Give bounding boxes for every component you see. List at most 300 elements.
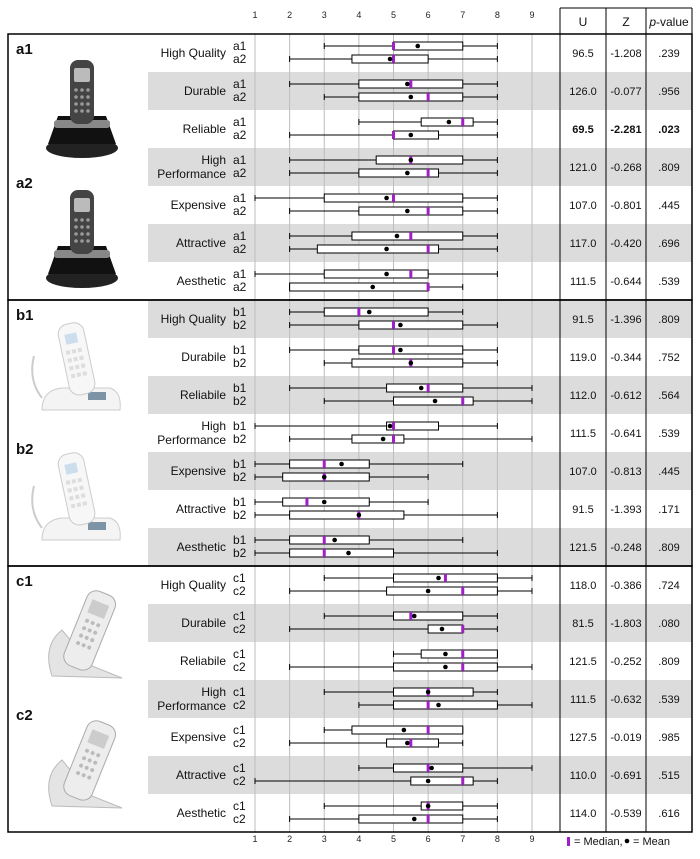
u-value: 107.0 (569, 466, 597, 478)
p-value: .023 (658, 124, 680, 136)
x-tick-label-bottom: 3 (321, 834, 327, 844)
phone-key-shape (74, 225, 78, 229)
u-value: 110.0 (569, 770, 597, 782)
phone-key-shape (79, 485, 84, 490)
z-value: -0.248 (610, 542, 642, 554)
median-mark (409, 232, 412, 240)
phone-key-shape (75, 495, 80, 500)
phone-photo-icon (32, 321, 120, 410)
phone-key-shape (77, 502, 82, 507)
mean-dot (412, 817, 417, 822)
median-mark (461, 587, 464, 595)
phone-key-shape (74, 102, 78, 106)
u-value: 121.0 (569, 162, 597, 174)
legend-mean-dot (625, 839, 630, 844)
iqr-box (359, 321, 463, 329)
attribute-label: Durabile (181, 616, 226, 630)
u-value: 114.0 (569, 808, 597, 820)
attribute-label: Durabile (181, 350, 226, 364)
phone-key-shape (82, 501, 87, 506)
mean-dot (443, 665, 448, 670)
iqr-box (359, 815, 463, 823)
phone-key-shape (67, 358, 72, 363)
median-mark (409, 612, 412, 620)
z-value: -0.539 (610, 808, 642, 820)
x-tick-label-top: 4 (356, 10, 362, 20)
iqr-box (394, 701, 498, 709)
item-code-label: b2 (233, 508, 247, 522)
median-mark (392, 55, 395, 63)
phone-key-shape (74, 232, 78, 236)
item-code-label: a2 (233, 166, 247, 180)
phone-key-shape (81, 363, 86, 368)
mean-dot (443, 652, 448, 657)
x-tick-label-bottom: 4 (356, 834, 362, 844)
attribute-label: Reliabile (179, 654, 226, 668)
item-code-label: b2 (233, 432, 247, 446)
phone-key-shape (86, 239, 90, 243)
item-code-label: a1 (233, 229, 247, 243)
x-tick-label-top: 1 (252, 10, 258, 20)
item-code-label: a2 (233, 242, 247, 256)
iqr-box (290, 460, 370, 468)
table-row (183, 115, 680, 142)
p-value: .696 (658, 238, 680, 250)
item-code-label: a1 (233, 77, 247, 91)
mean-dot (426, 690, 431, 695)
z-value: -0.813 (610, 466, 642, 478)
item-code-label: b2 (233, 470, 247, 484)
phone-key-shape (74, 109, 78, 113)
phone-key-shape (72, 349, 77, 354)
item-code-label: a2 (233, 204, 247, 218)
mean-dot (398, 348, 403, 353)
mean-dot (332, 538, 337, 543)
item-code-label: b1 (233, 533, 247, 547)
u-value: 126.0 (569, 86, 597, 98)
phone-key-shape (80, 225, 84, 229)
phone-cord-shape (32, 486, 42, 528)
phone-light-shape (88, 522, 106, 530)
median-mark (461, 777, 464, 785)
iqr-box (317, 245, 438, 253)
iqr-box (387, 384, 463, 392)
median-mark (461, 650, 464, 658)
phone-key-shape (86, 232, 90, 236)
x-tick-label-bottom: 8 (494, 834, 500, 844)
iqr-box (359, 169, 439, 177)
item-code-label: c1 (233, 761, 246, 775)
median-mark (392, 346, 395, 354)
median-mark (357, 308, 360, 316)
item-code-label: c1 (233, 571, 246, 585)
median-mark (323, 549, 326, 557)
median-mark (427, 207, 430, 215)
item-code-label: a1 (233, 115, 247, 129)
median-mark (427, 245, 430, 253)
iqr-box (394, 612, 463, 620)
table-row (161, 39, 680, 66)
attribute-label: Aesthetic (176, 540, 226, 554)
p-value: .956 (658, 86, 680, 98)
x-tick-label-top: 6 (425, 10, 431, 20)
iqr-box (290, 536, 370, 544)
attribute-label: Aesthetic (176, 274, 226, 288)
u-value: 107.0 (569, 200, 597, 212)
p-value: .985 (658, 732, 680, 744)
group-label: c2 (16, 707, 33, 724)
mean-dot (339, 462, 344, 467)
item-code-label: a2 (233, 280, 247, 294)
mean-dot (415, 44, 420, 49)
phone-photo-icon (32, 451, 120, 540)
phone-screen-shape (74, 68, 90, 82)
p-value: .809 (658, 542, 680, 554)
mean-dot (384, 196, 389, 201)
header-z: Z (622, 15, 630, 29)
u-value: 117.0 (569, 238, 597, 250)
mean-dot (412, 614, 417, 619)
attribute-label: High Quality (160, 46, 226, 60)
median-mark (392, 42, 395, 50)
mean-dot (409, 361, 414, 366)
header-p-italic: p (649, 15, 656, 29)
mean-dot (402, 728, 407, 733)
group-label: b2 (16, 441, 34, 458)
z-value: -1.803 (610, 618, 642, 630)
iqr-box (428, 625, 463, 633)
legend-median-mark (567, 837, 570, 846)
median-mark (392, 194, 395, 202)
iqr-box (394, 688, 474, 696)
median-mark (392, 321, 395, 329)
product-photos (16, 41, 122, 808)
z-value: -0.077 (610, 86, 642, 98)
item-code-label: b2 (233, 318, 247, 332)
item-code-label: a1 (233, 153, 247, 167)
median-mark (461, 118, 464, 126)
phone-key-shape (80, 95, 84, 99)
attribute-label: Expensive (170, 730, 226, 744)
attribute-label: Durable (183, 84, 226, 98)
x-tick-label-bottom: 2 (287, 834, 293, 844)
attribute-label: Attractive (175, 768, 226, 782)
phone-key-shape (86, 109, 90, 113)
phone-key-shape (80, 109, 84, 113)
item-code-label: c2 (233, 774, 246, 788)
z-value: -1.393 (610, 504, 642, 516)
item-code-label: c2 (233, 812, 246, 826)
z-value: -0.632 (610, 694, 642, 706)
z-value: -0.252 (610, 656, 642, 668)
u-value: 121.5 (569, 542, 597, 554)
iqr-box (324, 308, 428, 316)
x-tick-label-top: 3 (321, 10, 327, 20)
mean-dot (405, 82, 410, 87)
group-label: a1 (16, 41, 33, 58)
group-label: a2 (16, 175, 33, 192)
phone-key-shape (86, 102, 90, 106)
mean-dot (409, 133, 414, 138)
median-mark (427, 726, 430, 734)
legend-median-label: = Median, (574, 836, 623, 848)
mean-dot (388, 57, 393, 62)
item-code-label: b2 (233, 356, 247, 370)
median-mark (305, 498, 308, 506)
table-row (171, 723, 680, 750)
phone-key-shape (71, 374, 76, 379)
iqr-box (290, 283, 429, 291)
z-value: -0.644 (610, 276, 642, 288)
iqr-box (387, 739, 439, 747)
iqr-box (290, 549, 394, 557)
p-value: .445 (658, 200, 680, 212)
z-value: -1.208 (610, 48, 642, 60)
item-code-label: a2 (233, 90, 247, 104)
median-mark (427, 93, 430, 101)
phone-key-shape (73, 487, 78, 492)
iqr-box (324, 270, 428, 278)
attribute-label: Attractive (175, 502, 226, 516)
p-value: .809 (658, 656, 680, 668)
legend (567, 836, 670, 848)
u-value: 96.5 (572, 48, 594, 60)
phone-key-shape (66, 480, 71, 485)
phone-photo-icon (46, 190, 118, 288)
z-value: -0.691 (610, 770, 642, 782)
phone-key-shape (74, 239, 78, 243)
attribute-label: Performance (157, 167, 226, 181)
phone-key-shape (79, 355, 84, 360)
p-value: .616 (658, 808, 680, 820)
attribute-label: Performance (157, 699, 226, 713)
u-value: 119.0 (569, 352, 597, 364)
mean-dot (398, 323, 403, 328)
median-mark (444, 574, 447, 582)
attribute-label: Reliabile (179, 388, 226, 402)
p-value: .171 (658, 504, 680, 516)
u-value: 91.5 (572, 314, 594, 326)
x-tick-label-bottom: 1 (252, 834, 258, 844)
p-value: .239 (658, 48, 680, 60)
item-code-label: c1 (233, 723, 246, 737)
median-mark (461, 397, 464, 405)
phone-key-shape (80, 88, 84, 92)
iqr-box (352, 435, 404, 443)
mean-dot (384, 247, 389, 252)
phone-key-shape (80, 232, 84, 236)
iqr-box (359, 207, 463, 215)
median-mark (427, 701, 430, 709)
phone-key-shape (74, 218, 78, 222)
median-mark (461, 625, 464, 633)
u-value: 127.5 (569, 732, 597, 744)
phone-key-shape (77, 348, 82, 353)
mean-dot (405, 209, 410, 214)
item-code-label: c2 (233, 698, 246, 712)
z-value: -0.612 (610, 390, 642, 402)
phone-key-shape (77, 372, 82, 377)
phone-photo-icon (49, 588, 122, 678)
mean-dot (426, 804, 431, 809)
mean-dot (436, 576, 441, 581)
phone-photo-icon (49, 718, 122, 808)
item-code-label: a1 (233, 39, 247, 53)
phone-key-shape (86, 88, 90, 92)
p-value: .539 (658, 694, 680, 706)
iqr-box (290, 511, 404, 519)
x-tick-label-top: 8 (494, 10, 500, 20)
attribute-label: Aesthetic (176, 806, 226, 820)
mean-dot (388, 424, 393, 429)
mean-dot (426, 589, 431, 594)
mean-dot (409, 158, 414, 163)
mean-dot (447, 120, 452, 125)
attribute-label: High (201, 419, 226, 433)
iqr-box (352, 232, 463, 240)
item-code-label: c2 (233, 622, 246, 636)
mean-dot (381, 437, 386, 442)
item-code-label: a1 (233, 267, 247, 281)
phone-key-shape (82, 371, 87, 376)
p-value: .515 (658, 770, 680, 782)
attribute-label: Attractive (175, 236, 226, 250)
mean-dot (346, 551, 351, 556)
iqr-box (359, 346, 463, 354)
mean-dot (370, 285, 375, 290)
legend-mean-label: = Mean (633, 836, 670, 848)
z-value: -0.641 (610, 428, 642, 440)
mean-dot (440, 627, 445, 632)
mean-dot (436, 703, 441, 708)
x-tick-label-bottom: 9 (529, 834, 535, 844)
z-value: -2.281 (610, 124, 642, 136)
table-row (157, 419, 679, 447)
iqr-box (394, 42, 463, 50)
item-code-label: c2 (233, 584, 246, 598)
mean-dot (367, 310, 372, 315)
p-value: .445 (658, 466, 680, 478)
phone-key-shape (74, 88, 78, 92)
mean-dot (429, 766, 434, 771)
item-code-label: b1 (233, 457, 247, 471)
item-code-label: b1 (233, 305, 247, 319)
phone-key-shape (71, 504, 76, 509)
phone-photo-icon (46, 60, 118, 158)
p-value: .539 (658, 428, 680, 440)
iqr-box (376, 156, 463, 164)
iqr-box (421, 650, 497, 658)
item-code-label: c1 (233, 647, 246, 661)
median-mark (427, 169, 430, 177)
phone-key-shape (73, 357, 78, 362)
item-code-label: a2 (233, 52, 247, 66)
median-mark (427, 384, 430, 392)
median-mark (392, 422, 395, 430)
p-value: .752 (658, 352, 680, 364)
iqr-box (387, 587, 498, 595)
z-value: -0.019 (610, 732, 642, 744)
table-row (171, 191, 680, 218)
item-code-label: c1 (233, 685, 246, 699)
median-mark (409, 80, 412, 88)
mean-dot (357, 513, 362, 518)
median-mark (461, 663, 464, 671)
item-code-label: b1 (233, 495, 247, 509)
mean-dot (426, 779, 431, 784)
item-code-label: c2 (233, 736, 246, 750)
u-value: 111.5 (570, 694, 596, 706)
phone-key-shape (67, 488, 72, 493)
phone-key-shape (80, 102, 84, 106)
phone-cord-shape (32, 356, 42, 398)
x-tick-label-bottom: 5 (390, 834, 397, 844)
phone-key-shape (86, 225, 90, 229)
header-u: U (578, 15, 588, 29)
attribute-label: High (201, 153, 226, 167)
iqr-box (394, 131, 439, 139)
median-mark (392, 435, 395, 443)
item-code-label: b2 (233, 546, 247, 560)
x-tick-label-top: 9 (529, 10, 535, 20)
z-value: -0.420 (610, 238, 642, 250)
attribute-label: Expensive (170, 464, 226, 478)
median-mark (427, 815, 430, 823)
item-code-label: b2 (233, 394, 247, 408)
median-mark (409, 739, 412, 747)
item-code-label: a2 (233, 128, 247, 142)
mean-dot (405, 741, 410, 746)
phone-key-shape (81, 493, 86, 498)
p-value: .539 (658, 276, 680, 288)
median-mark (323, 536, 326, 544)
iqr-box (352, 726, 463, 734)
phone-key-shape (80, 239, 84, 243)
median-mark (323, 460, 326, 468)
attribute-label: Expensive (170, 198, 226, 212)
item-code-label: b1 (233, 419, 247, 433)
attribute-label: Reliable (182, 122, 226, 136)
z-value: -0.268 (610, 162, 642, 174)
phone-key-shape (80, 218, 84, 222)
attribute-label: Performance (157, 433, 226, 447)
z-value: -0.344 (610, 352, 642, 364)
u-value: 91.5 (572, 504, 594, 516)
item-code-label: a1 (233, 191, 247, 205)
header-p-value (648, 15, 689, 29)
item-code-label: b1 (233, 343, 247, 357)
column-headers (579, 15, 689, 29)
x-tick-label-top: 7 (460, 10, 466, 20)
attribute-label: High Quality (160, 312, 226, 326)
median-mark (392, 131, 395, 139)
item-code-label: c1 (233, 609, 246, 623)
mean-dot (419, 386, 424, 391)
u-value: 69.5 (572, 124, 594, 136)
u-value: 81.5 (572, 618, 594, 630)
u-value: 111.5 (570, 428, 596, 440)
phone-screen-shape (74, 198, 90, 212)
median-mark (409, 270, 412, 278)
median-mark (427, 764, 430, 772)
p-value: .724 (658, 580, 680, 592)
z-value: -0.386 (610, 580, 642, 592)
phone-key-shape (86, 95, 90, 99)
p-value: .080 (658, 618, 680, 630)
attribute-label: High (201, 685, 226, 699)
phone-key-shape (66, 350, 71, 355)
x-tick-label-bottom: 7 (460, 834, 466, 844)
